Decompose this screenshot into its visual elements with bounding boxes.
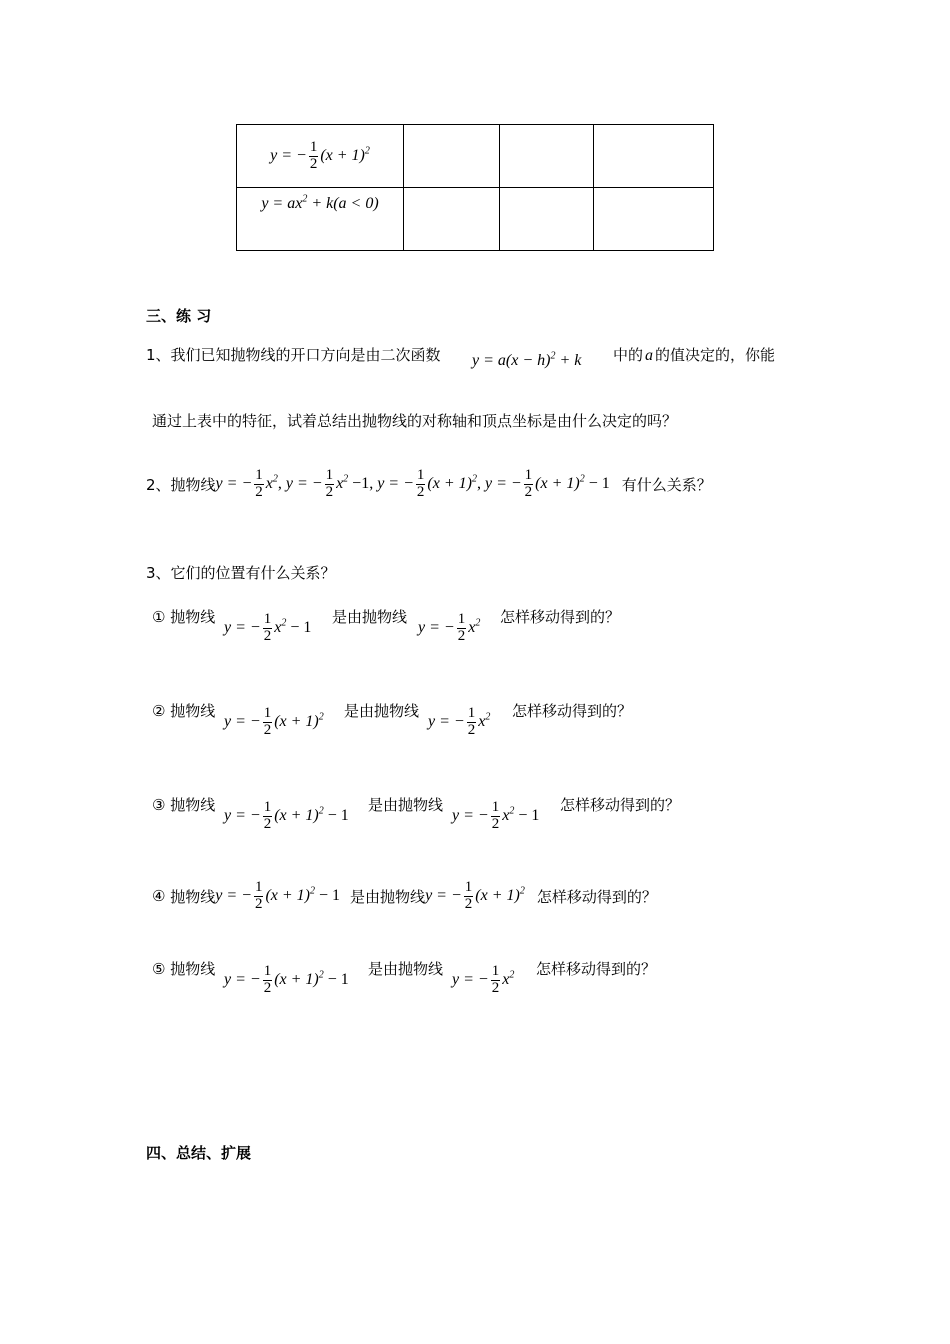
table-cell-empty — [500, 125, 594, 188]
q1-formula: $y = a(x - h)^2 + k$ — [472, 350, 582, 369]
fraction: $\frac{1}{2}$ — [464, 879, 473, 912]
q3-item-5-formula-b: y = − $\frac{1}{2}$ $x^2$ — [452, 963, 515, 996]
q1-prefix: 1、我们已知抛物线的开口方向是由二次函数 — [146, 346, 441, 364]
q3-item-2-label: ② 抛物线 — [152, 702, 216, 720]
formula-row1: y = − $\frac{1}{2}$ $(x + 1)^2$ — [270, 138, 370, 172]
q2-formula-2: y = − $\frac{1}{2}$ $x^2 -1$, — [285, 467, 374, 500]
q3-item-1-label: ① 抛物线 — [152, 608, 216, 626]
q2-formula-4: y = − $\frac{1}{2}$ $(x + 1)^2 - 1$ — [484, 467, 610, 500]
q3-item-5-formula-a: y = − $\frac{1}{2}$ $(x + 1)^2 - 1$ — [224, 963, 349, 996]
table-cell-formula — [237, 188, 404, 251]
q3-item-1-formula-b: y = − $\frac{1}{2}$ $x^2$ — [418, 611, 481, 644]
formula-row2: $y = ax^2 + k(a < 0)$ — [261, 193, 379, 212]
fraction: $\frac{1}{2}$ — [263, 963, 272, 996]
q3-item-2-formula-a: y = − $\frac{1}{2}$ $(x + 1)^2$ — [224, 705, 324, 738]
fraction: $\frac{1}{2}$ — [263, 799, 272, 832]
q2-formula-3: y = − $\frac{1}{2}$ $(x + 1)^2$, — [377, 467, 481, 500]
fraction: $\frac{1}{2}$ — [263, 705, 272, 738]
fraction: $\frac{1}{2}$ — [467, 705, 476, 738]
q3-heading: 3、它们的位置有什么关系？ — [146, 564, 336, 582]
comparison-table — [236, 124, 714, 251]
q3-item-4-formula-a: y = − $\frac{1}{2}$ $(x + 1)^2 - 1$ — [215, 879, 341, 912]
q3-item-4-formula-b: y = − $\frac{1}{2}$ $(x + 1)^2$ — [425, 879, 525, 912]
q3-item-5-label: ⑤ 抛物线 — [152, 960, 216, 978]
fraction: $\frac{1}{2}$ — [254, 879, 263, 912]
table-cell-formula — [237, 125, 404, 188]
fraction: $\frac{1}{2}$ — [524, 467, 533, 500]
fraction: $\frac{1}{2}$ — [416, 467, 425, 500]
table-cell-empty — [404, 188, 500, 251]
q3-item-3-mid: 是由抛物线 — [368, 796, 444, 814]
table-cell-empty — [404, 125, 500, 188]
q3-item-1-end: 怎样移动得到的？ — [500, 608, 621, 626]
table-row — [237, 125, 714, 188]
q3-item-3-end: 怎样移动得到的？ — [560, 796, 681, 814]
q2-line: 2、抛物线 y = − $\frac{1}{2}$ $x^2$, y = − $\frac{1}{2}$ $x^2 -1$, y = − $\frac{1}{2}$ $(x + 1)^2$, y = − $\frac{1}{2}$ $(x + 1)^2 - 1$ 有什么关系？ — [146, 467, 712, 500]
q3-item-3-formula-b: y = − $\frac{1}{2}$ $x^2 - 1$ — [452, 799, 540, 832]
fraction: $\frac{1}{2}$ — [255, 467, 263, 500]
q2-formula-1: y = − $\frac{1}{2}$ $x^2$, — [215, 467, 282, 500]
q3-item-2-end: 怎样移动得到的？ — [512, 702, 633, 720]
q3-item-3-formula-a: y = − $\frac{1}{2}$ $(x + 1)^2 - 1$ — [224, 799, 349, 832]
section4-heading: 四、总结、扩展 — [146, 1144, 252, 1162]
q3-item-5-mid: 是由抛物线 — [368, 960, 444, 978]
q3-item-2-mid: 是由抛物线 — [344, 702, 420, 720]
q3-item-3-label: ③ 抛物线 — [152, 796, 216, 814]
fraction: $\frac{1}{2}$ — [325, 467, 334, 500]
table-row — [237, 188, 714, 251]
fraction: $\frac{1}{2}$ — [263, 611, 272, 644]
q1-line2: 通过上表中的特征，试着总结出抛物线的对称轴和顶点坐标是由什么决定的吗？ — [152, 412, 678, 430]
q3-item-4: ④ 抛物线 y = − $\frac{1}{2}$ $(x + 1)^2 - 1$ 是由抛物线 y = − $\frac{1}{2}$ $(x + 1)^2$ 怎样移动得到的？ — [152, 879, 657, 912]
fraction: $\frac{1}{2}$ — [457, 611, 466, 644]
q1-suffix: 中的 a 的值决定的，你能 — [613, 346, 776, 364]
section3-heading: 三、练 习 — [146, 307, 212, 325]
table-cell-empty — [500, 188, 594, 251]
q3-item-1-mid: 是由抛物线 — [332, 608, 408, 626]
fraction: $\frac{1}{2}$ — [491, 963, 500, 996]
q3-item-5-end: 怎样移动得到的？ — [536, 960, 657, 978]
q3-item-1-formula-a: y = − $\frac{1}{2}$ $x^2 - 1$ — [224, 611, 312, 644]
q3-item-2-formula-b: y = − $\frac{1}{2}$ $x^2$ — [428, 705, 491, 738]
table-cell-empty — [594, 188, 714, 251]
fraction: $\frac{1}{2}$ — [309, 138, 318, 172]
fraction: $\frac{1}{2}$ — [491, 799, 500, 832]
table-cell-empty — [594, 125, 714, 188]
